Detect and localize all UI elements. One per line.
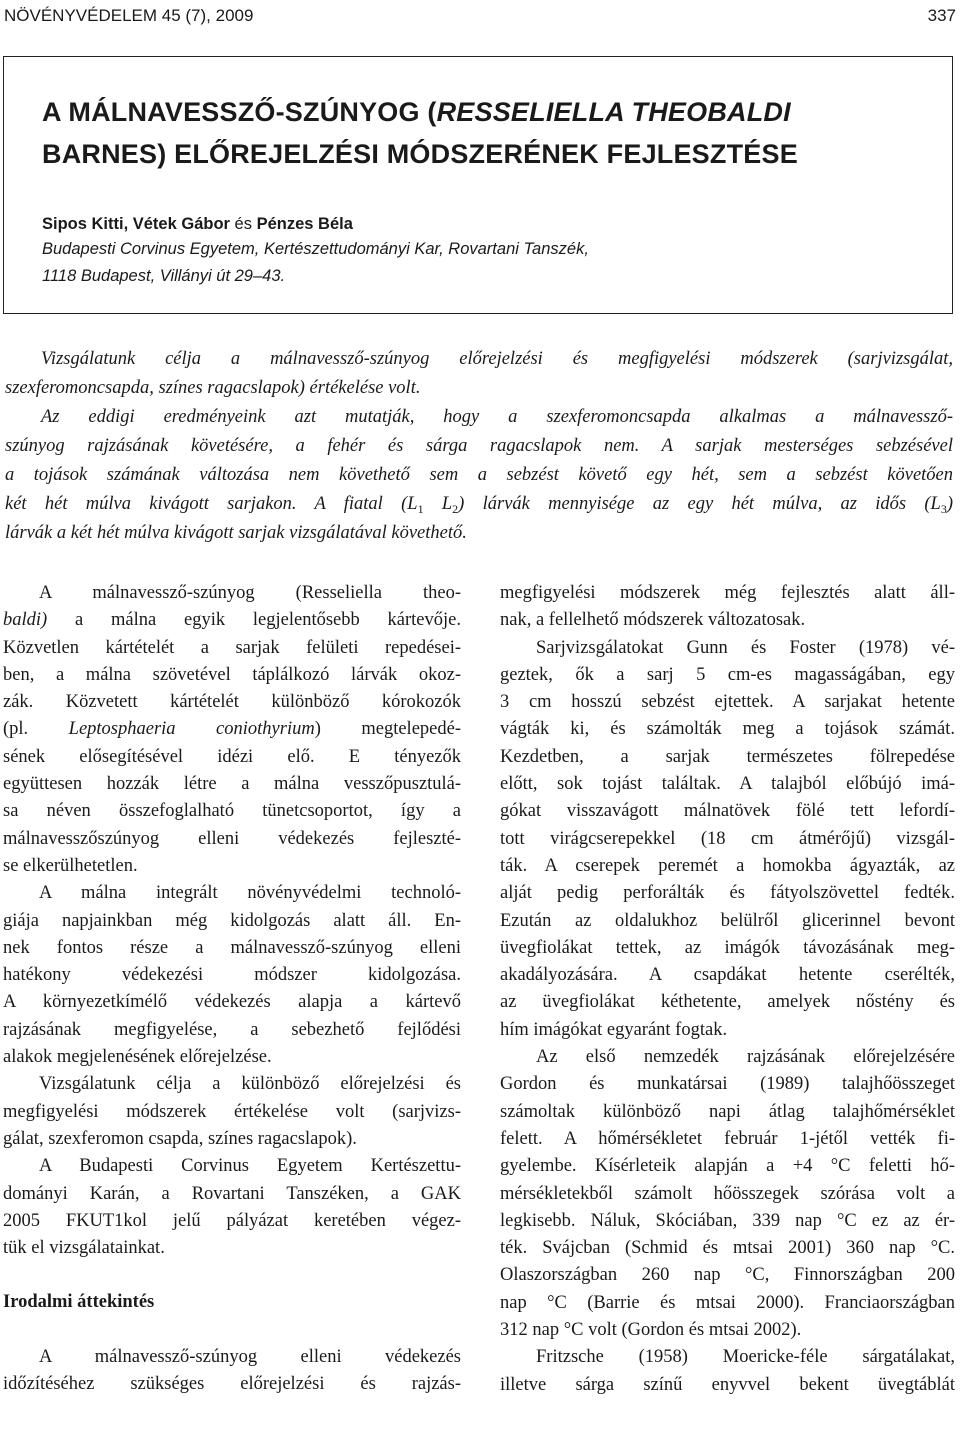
abstract-line: a tojások számának változása nem követhető sem a sebzést követő egy hét, sem a sebzést követően — [5, 465, 953, 485]
body-line: Vizsgálatunk célja a különböző előrejelzési és — [39, 1074, 461, 1095]
abstract-line: Vizsgálatunk célja a málnavessző-szúnyog előrejelzési és megfigyelési módszerek (sarjvizsgálat, — [41, 349, 953, 369]
body-line: Gordon és munkatársai (1989) talajhőösszeget — [500, 1074, 955, 1095]
abstract-line: lárvák a két hét múlva kivágott sarjak vizsgálatával követhető. — [5, 523, 467, 543]
body-line: ben, a málna szövetével táplálkozó lárvák okoz- — [3, 664, 461, 685]
page-number: 337 — [927, 6, 956, 25]
body-line: illetve sárga színű enyvvel bekent üvegtáblát — [500, 1374, 955, 1395]
body-line: Fritzsche (1958) Moericke-féle sárgatálakat, — [536, 1347, 955, 1368]
body-line: zák. Közvetett kártételét különböző kórokozók — [3, 692, 461, 713]
body-line: geztek, ők a sarj 5 cm-es magasságában, egy — [500, 664, 955, 685]
body-line: giája napjainkban még kidolgozás alatt áll. En- — [3, 910, 461, 931]
right-column — [500, 580, 955, 1399]
body-line: ták. A cserepek peremét a homokba ágyazták, az — [500, 855, 955, 876]
body-line: A Budapesti Corvinus Egyetem Kertészettu- — [39, 1156, 461, 1177]
affiliation-line-1: Budapesti Corvinus Egyetem, Kertészettudományi Kar, Rovartani Tanszék, — [42, 240, 589, 258]
body-line: mérsékletekből számolt hőösszegek szórása volt a — [500, 1183, 955, 1204]
journal-citation: NÖVÉNYVÉDELEM 45 (7), 2009 — [4, 6, 254, 25]
body-line: alját pedig perforálták és fátyolszövettel fedték. — [500, 883, 955, 904]
body-line: rajzásának megfigyelése, a sebezhető fejlődési — [3, 1019, 461, 1040]
body-line: Olaszországban 260 nap °C, Finnországban 200 — [500, 1265, 955, 1286]
body-line: sa néven összefoglalható tünetcsoportot, így a — [3, 801, 461, 822]
body-line: akadályozására. A csapdákat hetente cserélték, — [500, 965, 955, 986]
body-line: megfigyelési módszerek értékelése volt (sarjvizs- — [3, 1101, 461, 1122]
body-line: se elkerülhetetlen. — [3, 855, 138, 876]
body-line: gyelembe. Kísérleteik alapján a +4 °C feletti hő- — [500, 1156, 955, 1177]
body-line: hatékony védekezési módszer kidolgozása. — [3, 965, 461, 986]
left-column — [3, 580, 461, 1398]
abstract — [5, 345, 953, 548]
body-line: nak, a fellelhető módszerek változatosak. — [500, 610, 806, 631]
body-line: az üvegfiolákat kéthetente, amelyek nőstény és — [500, 992, 955, 1013]
body-line: gálat, szexferomon csapda, színes ragacslapok). — [3, 1128, 357, 1149]
title-box — [3, 56, 953, 314]
abstract-line: szexferomoncsapda, színes ragacslapok) értékelése volt. — [5, 378, 421, 398]
body-line: felett. A hőmérsékletet február 1-jétől vették fi- — [500, 1128, 955, 1149]
author-list: Sipos Kitti, Vétek Gábor és Pénzes Béla — [42, 215, 353, 233]
body-line: baldi) a málna egyik legjelentősebb kártevője. — [3, 610, 461, 631]
body-line: alakok megjelenésének előrejelzése. — [3, 1047, 272, 1068]
body-line: (pl. Leptosphaeria coniothyrium) megtelepedé- — [3, 719, 461, 740]
body-line: legkisebb. Náluk, Skóciában, 339 nap °C ez az ér- — [500, 1210, 955, 1231]
section-heading: Irodalmi áttekintés — [3, 1292, 155, 1313]
body-line: számoltak különböző napi átlag talajhőmérséklet — [500, 1101, 955, 1122]
body-line: A málnavessző-szúnyog (Resseliella theo- — [39, 583, 461, 603]
body-line: ték. Svájcban (Schmid és mtsai 2001) 360 nap °C. — [500, 1238, 955, 1259]
article-title-line-2: BARNES) ELŐREJELZÉSI MÓDSZERÉNEK FEJLESZTÉSE — [42, 139, 798, 169]
body-line: dományi Karán, a Rovartani Tanszéken, a GAK — [3, 1183, 461, 1204]
body-line: együttesen hozzák létre a málna vesszőpusztulá- — [3, 774, 461, 795]
body-line: A környezetkímélő védekezés alapja a kártevő — [3, 992, 461, 1013]
body-line: tük el vizsgálatainkat. — [3, 1238, 165, 1259]
body-line: nek fontos része a málnavessző-szúnyog elleni — [3, 937, 461, 958]
body-line: nap °C (Barrie és mtsai 2000). Franciaországban — [500, 1292, 955, 1313]
section-spacer — [3, 1262, 461, 1289]
affiliation-line-2: 1118 Budapest, Villányi út 29–43. — [42, 267, 286, 285]
abstract-line: két hét múlva kivágott sarjakon. A fiatal ($L_1$ $L_2$) lárvák mennyisége az egy hét múlva, az idős $(L_3)$ — [5, 494, 953, 516]
body-line: A málna integrált növényvédelmi technoló- — [39, 883, 461, 904]
body-line: 2005 FKUT1kol jelű pályázat keretében végez- — [3, 1210, 461, 1231]
body-line: A málnavessző-szúnyog elleni védekezés — [39, 1346, 461, 1367]
body-line: gókat visszavágott málnatövek fölé tett lefordí- — [500, 801, 955, 822]
body-line: időzítéséhez szükséges előrejelzési és rajzás- — [3, 1374, 461, 1395]
body-line: 3 cm hosszú sebzést ejtettek. A sarjakat hetente — [500, 692, 955, 713]
body-line: málnavesszőszúnyog elleni védekezés fejleszté- — [3, 828, 461, 849]
abstract-line: szúnyog rajzásának követésére, a fehér és sárga ragacslapok nem. A sarjak mesterséges sebzésével — [5, 436, 953, 456]
body-line: 312 nap °C volt (Gordon és mtsai 2002). — [500, 1320, 802, 1341]
body-line: üvegfiolákat tettek, az imágók távozásának meg- — [500, 937, 955, 958]
body-line: hím imágókat egyaránt fogtak. — [500, 1019, 728, 1040]
body-line: megfigyelési módszerek még fejlesztés alatt áll- — [500, 583, 955, 603]
body-line: Az első nemzedék rajzásának előrejelzésére — [536, 1047, 955, 1068]
body-line: Ezután az oldalukhoz belülről glicerinnel bevont — [500, 910, 955, 931]
body-line: tott virágcserepekkel (18 cm átmérőjű) vizsgál- — [500, 828, 955, 849]
body-line: vágták ki, és számolták meg a tojások számát. — [500, 719, 955, 740]
article-title-line-1: A MÁLNAVESSZŐ-SZÚNYOG (RESSELIELLA THEOBALDI — [42, 97, 791, 127]
body-line: sének elősegítésével idézi elő. E tényezők — [3, 746, 461, 767]
abstract-line: Az eddigi eredményeink azt mutatják, hogy a szexferomoncsapda alkalmas a málnavessző- — [41, 407, 953, 427]
body-line: Közvetlen kártételét a sarjak felületi repedései- — [3, 637, 461, 658]
body-line: előtt, sok tojást találtak. A talajból előbújó imá- — [500, 774, 955, 795]
body-line: Sarjvizsgálatokat Gunn és Foster (1978) vé- — [536, 637, 955, 658]
running-head — [4, 6, 956, 28]
body-line: Kezdetben, a sarjak természetes fölrepedése — [500, 746, 955, 767]
section-spacer — [3, 1317, 461, 1344]
